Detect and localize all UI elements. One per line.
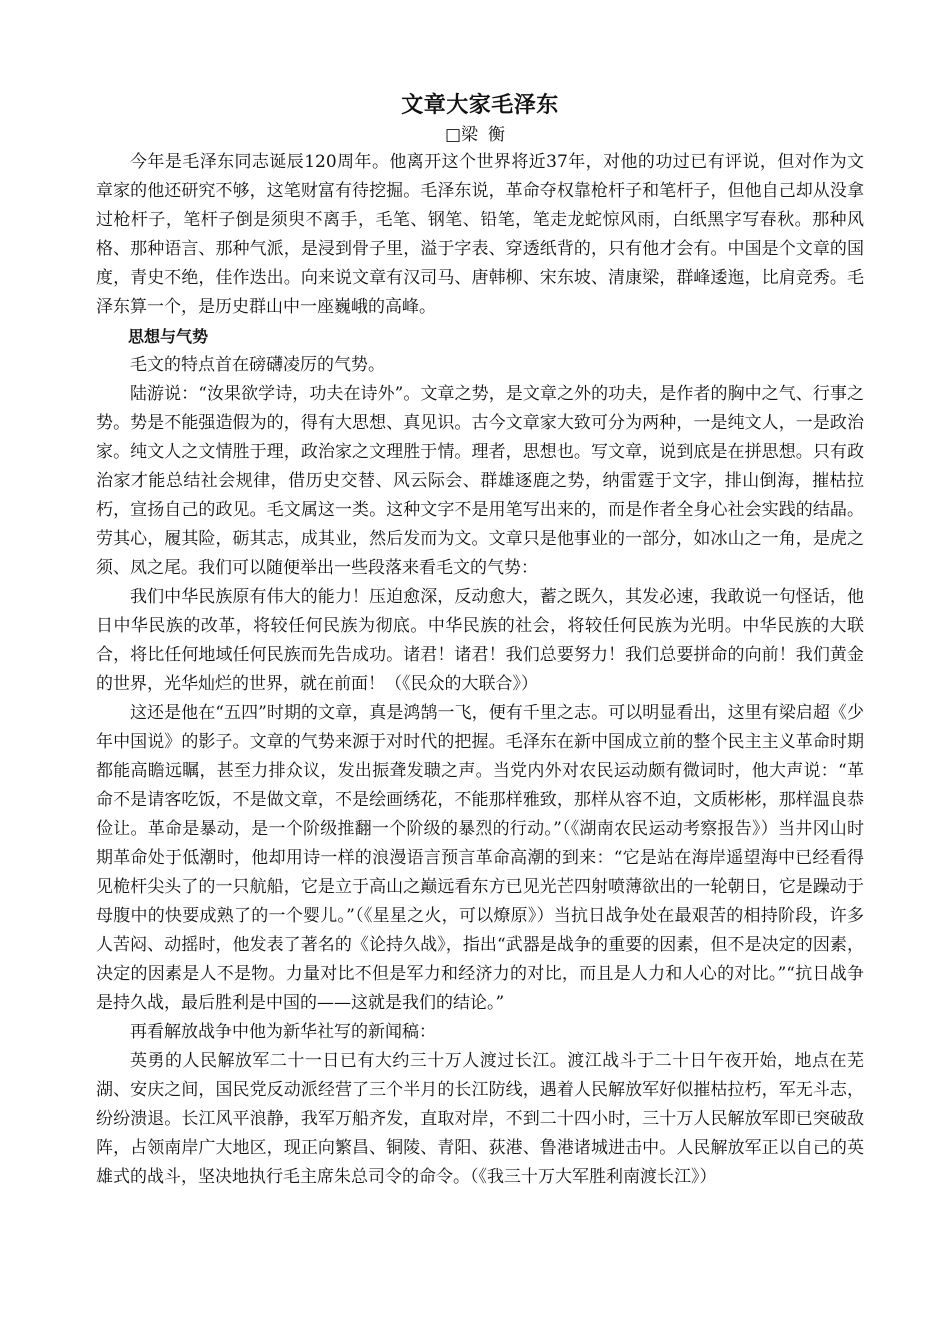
paragraph-quote-yangtze: 英勇的人民解放军二十一日已有大约三十万人渡过长江。渡江战斗于二十日午夜开始，地点在芜湖、安庆之间，国民党反动派经营了三个半月的长江防线，遇着人民解放军好似摧枯拉朽，军无斗志，纷纷溃退。长江风平浪静，我军万船齐发，直取对岸，不到二十四小时，三十万人民解放军即已突破敌阵，占领南岸广大地区，现正向繁昌、铜陵、青阳、荻港、鲁港诸城进击中。人民解放军正以自己的英雄式的战斗，坚决地执行毛主席朱总司令的命令。（《我三十万大军胜利南渡长江》） [96, 1051, 864, 1187]
paragraph-may-fourth: 这还是他在“五四”时期的文章，真是鸿鹄一飞，便有千里之志。可以明显看出，这里有梁启超《少年中国说》的影子。文章的气势来源于对时代的把握。毛泽东在新中国成立前的整个民主主义革命时期都能高瞻远瞩，甚至力排众议，发出振聋发聩之声。当党内外对农民运动颇有微词时，他大声说：“革命不是请客吃饭，不是做文章，不是绘画绣花，不能那样雅致，那样从容不迫，文质彬彬，那样温良恭俭让。革命是暴动，是一个阶级推翻一个阶级的暴烈的行动。”（《湖南农民运动考察报告》）当井冈山时期革命处于低潮时，他却用诗一样的浪漫语言预言革命高潮的到来：“它是站在海岸遥望海中已经看得见桅杆尖头了的一只航船，它是立于高山之巅远看东方已见光芒四射喷薄欲出的一轮朝日，它是躁动于母腹中的快要成熟了的一个婴儿。”（《星星之火，可以燎原》）当抗日战争处在最艰苦的相持阶段，许多人苦闷、动摇时，他发表了著名的《论持久战》，指出“武器是战争的重要的因素，但不是决定的因素，决定的因素是人不是物。力量对比不但是军力和经济力的对比，而且是人力和人心的对比。”“抗日战争是持久战，最后胜利是中国的——这就是我们的结论。” [96, 703, 864, 1013]
paragraph-intro: 今年是毛泽东同志诞辰120周年。他离开这个世界将近37年，对他的功过已有评说，但对作为文章家的他还研究不够，这笔财富有待挖掘。毛泽东说，革命夺权靠枪杆子和笔杆子，但他自己却从没拿过枪杆子，笔杆子倒是须臾不离手，毛笔、钢笔、铅笔，笔走龙蛇惊风雨，白纸黑字写春秋。那种风格、那种语言、那种气派，是浸到骨子里，溢于字表、穿透纸背的，只有他才会有。中国是个文章的国度，青史不绝，佳作迭出。向来说文章有汉司马、唐韩柳、宋东坡、清康梁，群峰逶迤，比肩竞秀。毛泽东算一个，是历史群山中一座巍峨的高峰。 [96, 152, 864, 317]
author-prefix-box: □ [444, 125, 462, 145]
author-name: 梁衡 [461, 125, 516, 145]
paragraph-news-intro: 再看解放战争中他为新华社写的新闻稿： [130, 1022, 436, 1042]
article-title: 文章大家毛泽东 [401, 93, 559, 118]
paragraph-thesis: 毛文的特点首在磅礴凌厉的气势。 [130, 355, 385, 375]
article-body [96, 90, 864, 1192]
section-heading: 思想与气势 [128, 327, 209, 346]
author-line [96, 122, 864, 148]
paragraph-quote-union: 我们中华民族原有伟大的能力！压迫愈深，反动愈大，蓄之既久，其发必速，我敢说一句怪话，他日中华民族的改革，将较任何民族为彻底。中华民族的社会，将较任何民族为光明。中华民族的大联合，将比任何地域任何民族而先告成功。诸君！诸君！我们总要努力！我们总要拼命的向前！我们黄金的世界，光华灿烂的世界，就在前面！（《民众的大联合》） [96, 587, 864, 694]
paragraph-luyou: 陆游说：“汝果欲学诗，功夫在诗外”。文章之势，是文章之外的功夫，是作者的胸中之气、行事之势。势是不能强造假为的，得有大思想、真见识。古今文章家大致可分为两种，一是纯文人，一是政治家。纯文人之文情胜于理，政治家之文理胜于情。理者，思想也。写文章，说到底是在拼思想。只有政治家才能总结社会规律，借历史交替、风云际会、群雄逐鹿之势，纳雷霆于文字，排山倒海，摧枯拉朽，宣扬自己的政见。毛文属这一类。这种文字不是用笔写出来的，而是作者全身心社会实践的结晶。劳其心，履其险，砺其志，成其业，然后发而为文。文章只是他事业的一部分，如冰山之一角，是虎之须、凤之尾。我们可以随便举出一些段落来看毛文的气势： [96, 384, 864, 578]
